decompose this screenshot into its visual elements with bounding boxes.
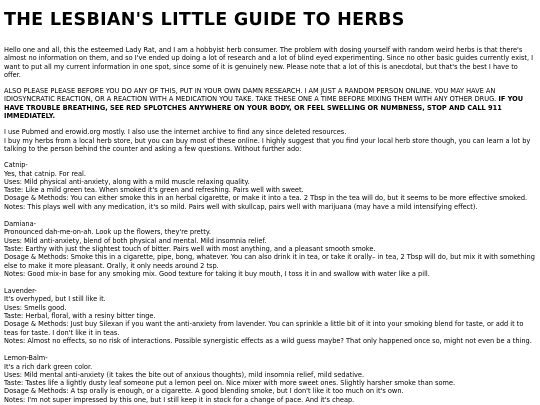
sources-line-2: I buy my herbs from a local herb store, but you can buy most of these online. I highly suggest that you find your local herb store though, you can learn a lot by talking to the person behind the counter and asking a few questions. Without further ado: bbox=[4, 136, 531, 153]
herb-notes: Notes: I'm not super impressed by this one, but I still keep it in stock for a change of pace. And it's cheap. bbox=[4, 395, 355, 404]
emergency-warning: IF YOU HAVE TROUBLE BREATHING, SEE RED SPLOTCHES ANYWHERE ON YOUR BODY, OR FEEL SWELLING OR NUMBNESS, STOP AND CALL 911 IMMEDIATELY. bbox=[4, 95, 524, 121]
herb-description: It's a rich dark green color. bbox=[4, 362, 93, 371]
warning-text: ALSO PLEASE PLEASE BEFORE YOU DO ANY OF THIS, PUT IN YOUR OWN DAMN RESEARCH. I AM JUST A RANDOM PERSON ONLINE. YOU MAY HAVE AN IDIOSYNCRATIC REACTION, OR A REACTION WITH A MEDICATION YOU TAKE. TAKE THESE ONE A TIME BEFORE MIXING THEM WITH ANY OTHER DRUG. bbox=[4, 87, 497, 104]
herb-notes: Notes: This plays well with any medication, it's so mild. Pairs well with skullcap, pairs well with marijuana (may have a mild intensifying effect). bbox=[4, 202, 478, 211]
herb-taste: Taste: Tastes life a lightly dusty leaf someone put a lemon peel on. Nice mixer with more sweet ones. Slightly harsher smoke than some. bbox=[4, 379, 456, 388]
herb-uses: Uses: Mild physical anti-anxiety, along with a mild muscle relaxing quality. bbox=[4, 177, 250, 186]
herb-dosage: Dosage & Methods: Smoke this in a cigarette, pipe, bong, whatever. You can also drink it in tea, or take it orally– in tea, 2 Tbsp will do, but mix it with something else to make it more pleasant. Orally, it only needs around 2 tsp. bbox=[4, 253, 535, 270]
herb-section-catnip bbox=[4, 161, 536, 211]
herb-dosage: Dosage & Methods: You can either smoke this in an herbal cigarette, or make it into a tea. 2 Tbsp in the tea will do, but it seems to be more effective smoked. bbox=[4, 194, 528, 203]
page-title: THE LESBIAN'S LITTLE GUIDE TO HERBS bbox=[4, 10, 405, 30]
herb-dosage: Dosage & Methods: Just buy Silexan if you want the anti-anxiety from lavender. You can sprinkle a little bit of it into your smoking blend for taste, or add it to teas for taste. I don't like it in teas. bbox=[4, 320, 524, 337]
intro-paragraph: Hello one and all, this the esteemed Lady Rat, and I am a hobbyist herb consumer. The problem with dosing yourself with random weird herbs is that there's almost no information on them, and so I've ended up doing a lot of research and a lot of blind eyed experimenting. Since no other basic guides currently exist, I want to put all my current information in one spot, since some of it is genuinely new. Please note that a lot of this is anecdotal, but that's the best I have to offer. bbox=[4, 46, 534, 79]
herb-taste: Taste: Earthy with just the slightest touch of bitter. Pairs well with most anything, and a pleasant smooth smoke. bbox=[4, 244, 376, 253]
herb-section-lavender bbox=[4, 287, 536, 345]
warning-paragraph bbox=[4, 87, 536, 120]
herb-name: Catnip- bbox=[4, 161, 28, 170]
herb-name: Lavender- bbox=[4, 287, 37, 296]
herb-description: It's overhyped, but I still like it. bbox=[4, 295, 106, 304]
herb-taste: Taste: Herbal, floral, with a resiny bitter tinge. bbox=[4, 312, 156, 321]
herb-name: Lemon-Balm- bbox=[4, 354, 48, 363]
herb-taste: Taste: Like a mild green tea. When smoked it's green and refreshing. Pairs well with sweet. bbox=[4, 186, 304, 195]
herb-description: Yes, that catnip. For real. bbox=[4, 169, 86, 178]
herb-uses: Uses: Mild anti-anxiety, blend of both physical and mental. Mild insomnia relief. bbox=[4, 236, 267, 245]
herb-notes: Notes: Good mix-in base for any smoking mix. Good texture for taking it buy mouth, I toss it in and swallow with water like a pill. bbox=[4, 269, 430, 278]
herb-description: Pronounced dah-me-on-ah. Look up the flowers, they're pretty. bbox=[4, 228, 211, 237]
herb-uses: Uses: Mild mental anti-anxiety (it takes the bite out of anxious thoughts), mild insomnia relief, mild sedative. bbox=[4, 370, 365, 379]
herb-notes: Notes: Almost no effects, so no risk of interactions. Possible synergistic effects as a wild guess maybe? That only happened once so, might not even be a thing. bbox=[4, 336, 532, 345]
sources-line-1: I use Pubmed and erowid.org mostly. I also use the internet archive to find any since deleted resources. bbox=[4, 128, 347, 137]
herb-section-damiana bbox=[4, 220, 536, 278]
herb-dosage: Dosage & Methods: A tsp orally is enough, or a cigarette. A good blending smoke, but I don't like it too much on it's own. bbox=[4, 387, 404, 396]
herb-uses: Uses: Smells good. bbox=[4, 303, 67, 312]
herb-name: Damiana- bbox=[4, 220, 37, 229]
sources-paragraph bbox=[4, 128, 536, 153]
herb-section-lemon-balm bbox=[4, 354, 536, 404]
